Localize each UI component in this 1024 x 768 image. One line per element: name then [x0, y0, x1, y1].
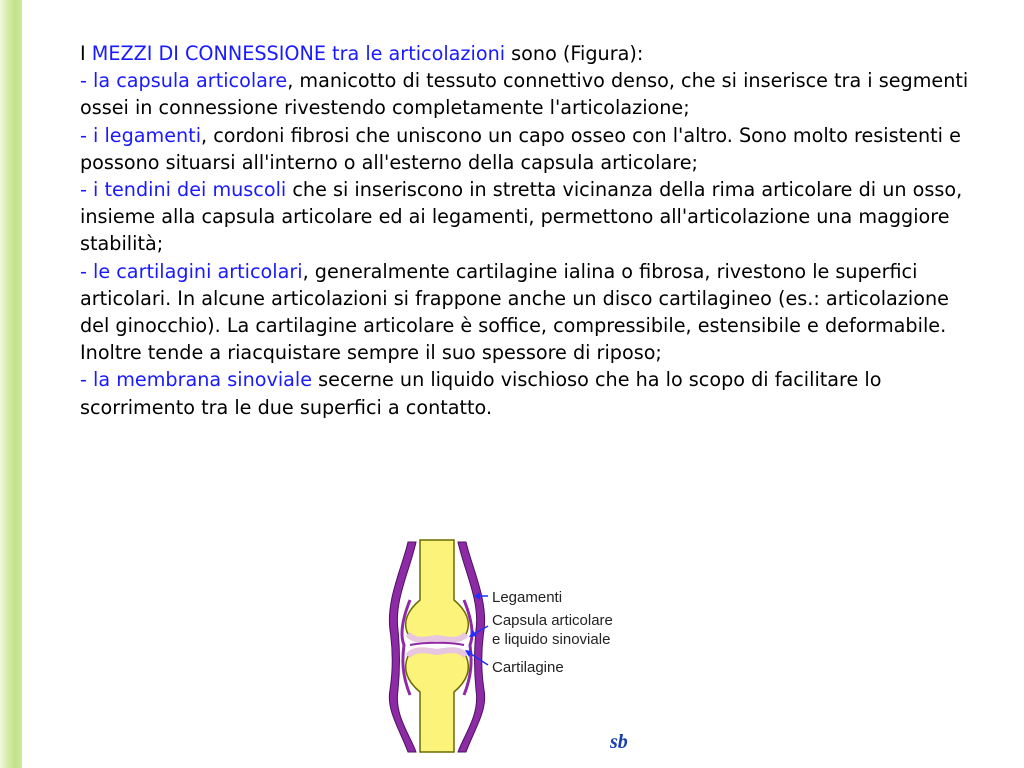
intro-prefix: I — [80, 42, 92, 65]
item-capsula — [80, 67, 970, 121]
item-cartilagini — [80, 258, 970, 367]
item-legamenti-term: - i legamenti — [80, 123, 202, 147]
intro-suffix: sono (Figura): — [505, 42, 644, 65]
item-legamenti — [80, 122, 970, 176]
slide-text — [80, 40, 970, 421]
item-capsula-term: - la capsula articolare — [80, 69, 288, 93]
synovial-space — [410, 643, 464, 645]
item-tendini-text: che si inseriscono in stretta vicinanza della rima articolare di un osso, insieme alla capsula articolare ed ai legamenti, permettono all'articolazione una maggiore stabilità; — [80, 178, 963, 256]
item-cartilagini-term: - le cartilagini articolari — [80, 259, 303, 283]
intro-highlight: MEZZI DI CONNESSIONE tra le articolazioni — [91, 42, 506, 65]
label-legamenti: Legamenti — [492, 589, 563, 606]
joint-diagram — [380, 530, 660, 760]
upper-bone — [406, 540, 469, 640]
item-tendini — [80, 176, 970, 258]
item-membrana-text: secerne un liquido vischioso che ha lo scopo di facilitare lo scorrimento tra le due superfici a contatto. — [80, 368, 882, 419]
item-membrana — [80, 366, 970, 420]
item-legamenti-text: , cordoni fibrosi che uniscono un capo osseo con l'altro. Sono molto resistenti e possono situarsi all'interno o all'esterno della capsula articolare; — [80, 123, 961, 174]
lower-bone — [406, 650, 469, 752]
item-membrana-term: - la membrana sinoviale — [80, 368, 313, 392]
slide-accent-bar — [0, 0, 22, 768]
intro-paragraph — [80, 40, 970, 67]
signature-logo: sb — [610, 731, 628, 753]
label-cartilagine: Cartilagine — [492, 659, 564, 676]
label-capsula-line1: Capsula articolare — [492, 612, 613, 629]
joint-diagram-svg — [380, 530, 660, 760]
item-cartilagini-text: , generalmente cartilagine ialina o fibrosa, rivestono le superfici articolari. In alcune articolazioni si frappone anche un disco cartilagineo (es.: articolazione del ginocchio). La cartilagine articolare è soffice, compressibile, estensibile e deformabile. Inoltre tende a riacquistare sempre il suo spessore di riposo; — [80, 259, 949, 365]
item-capsula-text: , manicotto di tessuto connettivo denso, che si inserisce tra i segmenti ossei in connessione rivestendo completamente l'articolazione; — [80, 69, 969, 120]
label-capsula-line2: e liquido sinoviale — [492, 631, 611, 648]
item-tendini-term: - i tendini dei muscoli — [80, 178, 287, 202]
